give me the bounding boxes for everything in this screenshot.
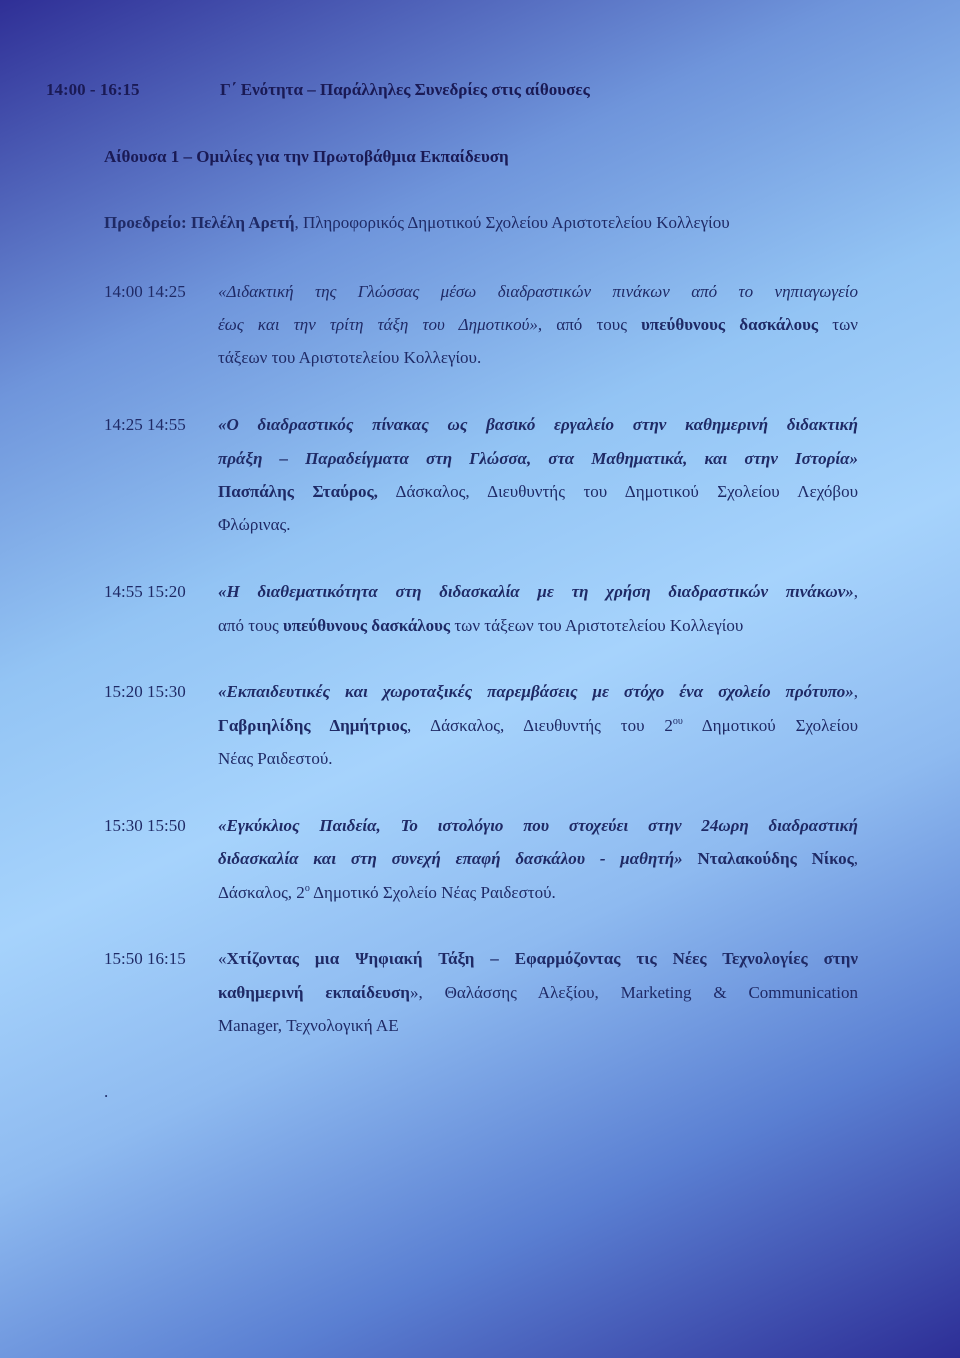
talk-5-comma: , (853, 849, 858, 868)
chair-rest: , Πληροφορικός Δημοτικού Σχολείου Αριστοτελείου Κολλεγίου (294, 213, 730, 232)
talk-6-speaker: », Θαλάσσης Αλεξίου, Marketing & Communication (409, 983, 858, 1002)
talk-5-ordinal: ο (304, 883, 310, 894)
session-title: Γ΄ Ενότητα – Παράλληλες Συνεδρίες στις αίθουσες (220, 80, 590, 99)
talk-1-speaker: υπεύθυνους δασκάλους (641, 315, 819, 334)
talk-4-time: 15:20 15:30 (104, 682, 186, 701)
talk-1-line3: τάξεων του Αριστοτελείου Κολλεγίου. (218, 348, 482, 367)
talk-4-speaker: Γαβριηλίδης Δημήτριος (218, 716, 407, 735)
footer-dot: . (104, 1082, 109, 1101)
talk-4-line2 (218, 716, 858, 736)
talk-3-line2 (218, 616, 743, 636)
talk-5-title-line2: διδασκαλία και στη συνεχή επαφή δασκάλου - μαθητή» (218, 849, 683, 868)
talk-4-ordinal: ου (672, 716, 683, 727)
talk-5-line2 (218, 849, 858, 869)
talk-2-time: 14:25 14:55 (104, 415, 186, 434)
session-time: 14:00 - 16:15 (46, 80, 140, 99)
talk-6-line2 (218, 983, 858, 1003)
room-title: Αίθουσα 1 – Ομιλίες για την Πρωτοβάθμια Εκπαίδευση (104, 147, 509, 166)
talk-2-affiliation: Δάσκαλος, Διευθυντής του Δημοτικού Σχολείου Λεχόβου (377, 482, 859, 501)
talk-4-title: «Εκπαιδευτικές και χωροταξικές παρεμβάσεις με στόχο ένα σχολείο πρότυπο» (218, 682, 854, 701)
talk-1-text-2: των (818, 315, 858, 334)
talk-3-speaker: υπεύθυνους δασκάλους (282, 616, 451, 635)
talk-2-line4: Φλώρινας. (218, 515, 291, 534)
talk-5-time: 15:30 15:50 (104, 816, 186, 835)
talk-6-title-line2: καθημερινή εκπαίδευση (218, 983, 410, 1002)
talk-1-title-line1: «Διδακτική της Γλώσσας μέσω διαδραστικών πινάκων από το νηπιαγωγείο (218, 282, 858, 301)
talk-6-line3: Manager, Τεχνολογική ΑΕ (218, 1016, 399, 1035)
talk-3-text: από τους (218, 616, 283, 635)
talk-1-time: 14:00 14:25 (104, 282, 186, 301)
talk-1-text: , από τους (537, 315, 642, 334)
talk-5-affiliation-2: Δημοτικό Σχολείο Νέας Ραιδεστού. (309, 883, 556, 902)
talk-3-line1 (218, 582, 858, 602)
talk-5-speaker: Νταλακούδης Νίκος (682, 849, 854, 868)
talk-6-time: 15:50 16:15 (104, 949, 186, 968)
talk-6-title-line1: Χτίζοντας μια Ψηφιακή Τάξη – Εφαρμόζοντας τις Νέες Τεχνολογίες στην (226, 949, 858, 968)
talk-2-title-line2: πράξη – Παραδείγματα στη Γλώσσα, στα Μαθηματικά, και στην Ιστορία» (218, 449, 858, 468)
talk-3-time: 14:55 15:20 (104, 582, 186, 601)
talk-6-quote: « (218, 949, 227, 968)
talk-2-line3 (218, 482, 858, 502)
talk-5-line3 (218, 883, 556, 903)
talk-4-comma: , (853, 682, 858, 701)
talk-4-affiliation: , Δάσκαλος, Διευθυντής του 2 (406, 716, 673, 735)
talk-5-title-line1: «Εγκύκλιος Παιδεία, Το ιστολόγιο που στοχεύει στην 24ωρη διαδραστική (218, 816, 858, 835)
talk-5-affiliation: Δάσκαλος, 2 (218, 883, 305, 902)
talk-2-title-line1: «Ο διαδραστικός πίνακας ως βασικό εργαλείο στην καθημερινή διδακτική (218, 415, 858, 434)
talk-3-text-2: των τάξεων του Αριστοτελείου Κολλεγίου (450, 616, 744, 635)
chair-label: Προεδρείο: Πελέλη Αρετή (104, 213, 295, 232)
talk-4-line1 (218, 682, 858, 702)
talk-3-comma: , (853, 582, 858, 601)
talk-4-affiliation-2: Δημοτικού Σχολείου (682, 716, 859, 735)
talk-2-speaker: Πασπάλης Σταύρος, (218, 482, 378, 501)
talk-3-title: «Η διαθεματικότητα στη διδασκαλία με τη χρήση διαδραστικών πινάκων» (218, 582, 854, 601)
chair-line (104, 213, 730, 233)
talk-1-line2 (218, 315, 858, 335)
talk-6-line1 (218, 949, 858, 969)
talk-1-title-line2: έως και την τρίτη τάξη του Δημοτικού» (218, 315, 538, 334)
talk-4-line3: Νέας Ραιδεστού. (218, 749, 333, 768)
